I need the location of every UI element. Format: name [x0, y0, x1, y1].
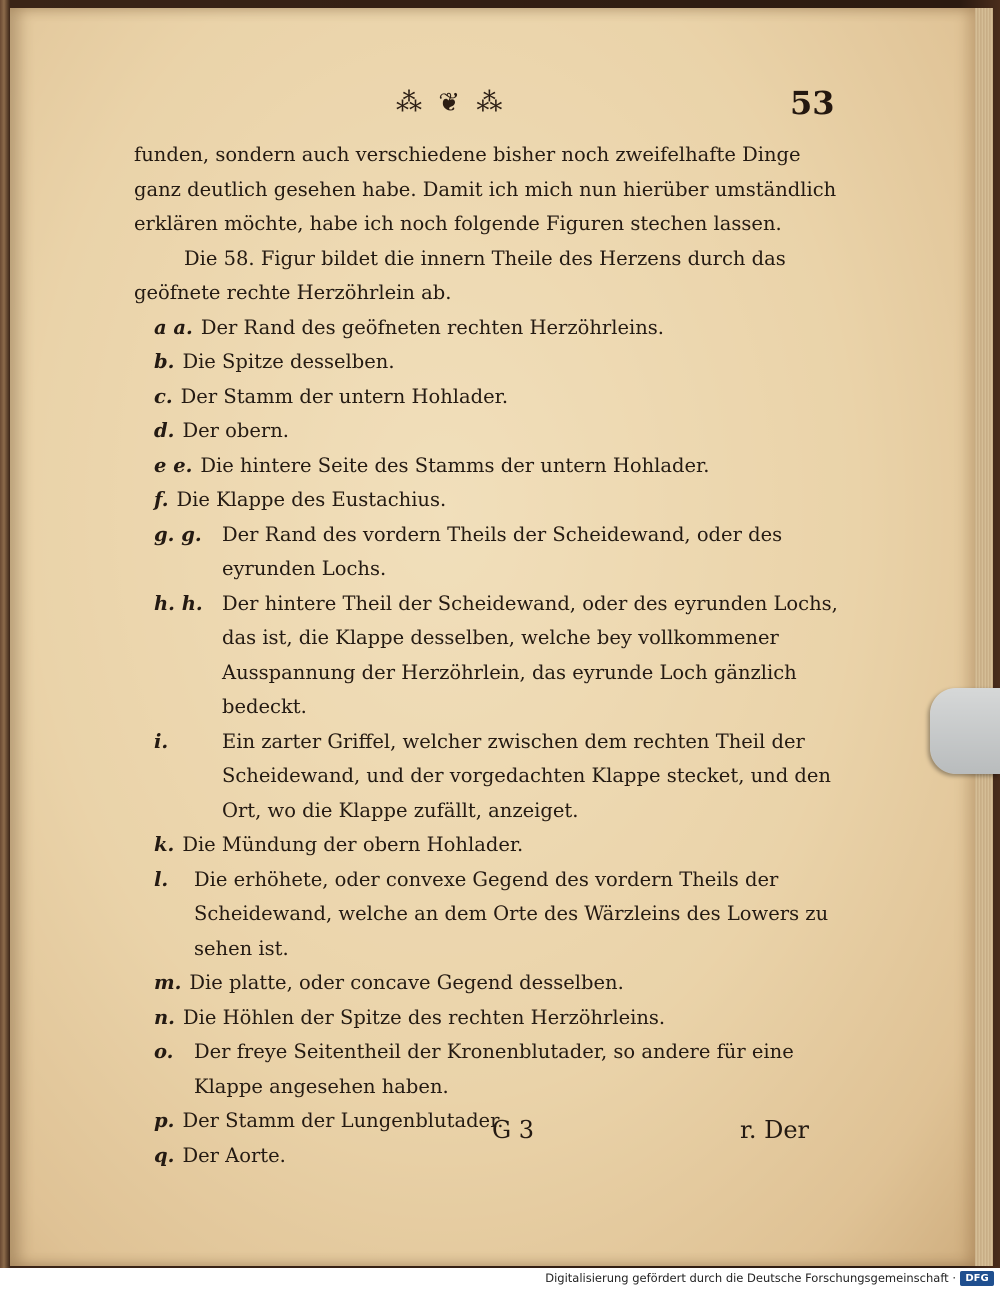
- entry-label: k.: [154, 833, 175, 856]
- entry-aa: [154, 311, 850, 346]
- entry-b: [154, 345, 850, 380]
- entry-text: Der Rand des geöfneten rechten Herzöhrleins.: [200, 315, 665, 339]
- entry-d: [154, 414, 850, 449]
- entry-label: a a.: [154, 315, 193, 339]
- entry-label: c.: [154, 384, 173, 408]
- entry-f: [154, 483, 850, 518]
- entry-label: h. h.: [154, 591, 203, 615]
- entry-text: Ein zarter Griffel, welcher zwischen dem rechten Theil der Scheidewand, und der vorgedachten Klappe stecket, und den Ort, wo die Klappe zufällt, anzeiget.: [222, 729, 831, 822]
- entry-label: i.: [154, 729, 169, 753]
- entry-label: g. g.: [154, 522, 202, 546]
- page-clip: [930, 688, 1000, 774]
- entry-text: Die Klappe des Eustachius.: [176, 488, 447, 511]
- entry-label: o.: [154, 1040, 174, 1063]
- entry-label: l.: [154, 867, 169, 891]
- entry-text: Die Höhlen der Spitze des rechten Herzöhrleins.: [182, 1005, 666, 1029]
- page-fore-edge: [975, 8, 993, 1266]
- header-ornament: ⁂ ❦ ⁂: [396, 88, 507, 118]
- page-footer: [492, 1116, 822, 1156]
- entry-text: Der Stamm der untern Hohlader.: [180, 384, 509, 408]
- entry-label: b.: [154, 350, 175, 373]
- figure-intro: Die 58. Figur bildet die innern Theile des Herzens durch das geöfnete rechte Herzöhrlein ab.: [134, 246, 786, 304]
- entry-label: n.: [154, 1005, 175, 1029]
- page-number: 53: [790, 84, 835, 122]
- entry-text: Die erhöhete, oder convexe Gegend des vordern Theils der Scheidewand, welche an dem Orte des Wärzleins des Lowers zu sehen ist.: [194, 867, 829, 960]
- opening-paragraph: funden, sondern auch verschiedene bisher noch zweifelhafte Dinge ganz deutlich gesehen habe. Damit ich mich nun hierüber umständlich erklären möchte, habe ich noch folgende Figuren stechen lassen.: [134, 143, 837, 235]
- page-body: [134, 138, 850, 1173]
- page-header: [0, 84, 1000, 128]
- signature-mark: G 3: [492, 1116, 535, 1144]
- entry-m: [154, 966, 850, 1001]
- entry-o: [154, 1035, 850, 1104]
- entry-hh: [154, 587, 850, 725]
- entry-i: [154, 725, 850, 829]
- entry-label: q.: [154, 1143, 175, 1167]
- entry-text: Die Spitze desselben.: [182, 350, 395, 373]
- entry-c: [154, 380, 850, 415]
- entry-text: Die platte, oder concave Gegend desselben.: [189, 971, 624, 994]
- entry-k: [154, 828, 850, 863]
- funding-credit: Digitalisierung gefördert durch die Deutsche Forschungsgemeinschaft ·: [545, 1271, 956, 1285]
- entry-text: Der Stamm der Lungenblutader.: [182, 1109, 504, 1132]
- entry-label: m.: [154, 971, 182, 994]
- entry-label: d.: [154, 419, 175, 442]
- credit-bar: [0, 1268, 1000, 1290]
- entry-text: Der Aorte.: [182, 1143, 286, 1167]
- entry-text: Die Mündung der obern Hohlader.: [182, 833, 524, 856]
- entry-n: [154, 1001, 850, 1036]
- entry-text: Der freye Seitentheil der Kronenblutader, so andere für eine Klappe angesehen haben.: [194, 1040, 794, 1098]
- entry-ee: [154, 449, 850, 484]
- catchword: r. Der: [740, 1116, 810, 1144]
- entry-text: Der obern.: [182, 419, 289, 442]
- entry-label: f.: [154, 488, 169, 511]
- entry-gg: [154, 518, 850, 587]
- entry-label: p.: [154, 1109, 175, 1132]
- entry-text: Der Rand des vordern Theils der Scheidewand, oder des eyrunden Lochs.: [222, 522, 783, 580]
- entry-text: Die hintere Seite des Stamms der untern Hohlader.: [200, 453, 710, 477]
- entry-l: [154, 863, 850, 967]
- dfg-logo: DFG: [960, 1271, 994, 1286]
- entry-text: Der hintere Theil der Scheidewand, oder des eyrunden Lochs, das ist, die Klappe desselben, welche bey vollkommener Ausspannung der Herzöhrlein, das eyrunde Loch gänzlich bedeckt.: [222, 591, 838, 718]
- entry-label: e e.: [154, 453, 193, 477]
